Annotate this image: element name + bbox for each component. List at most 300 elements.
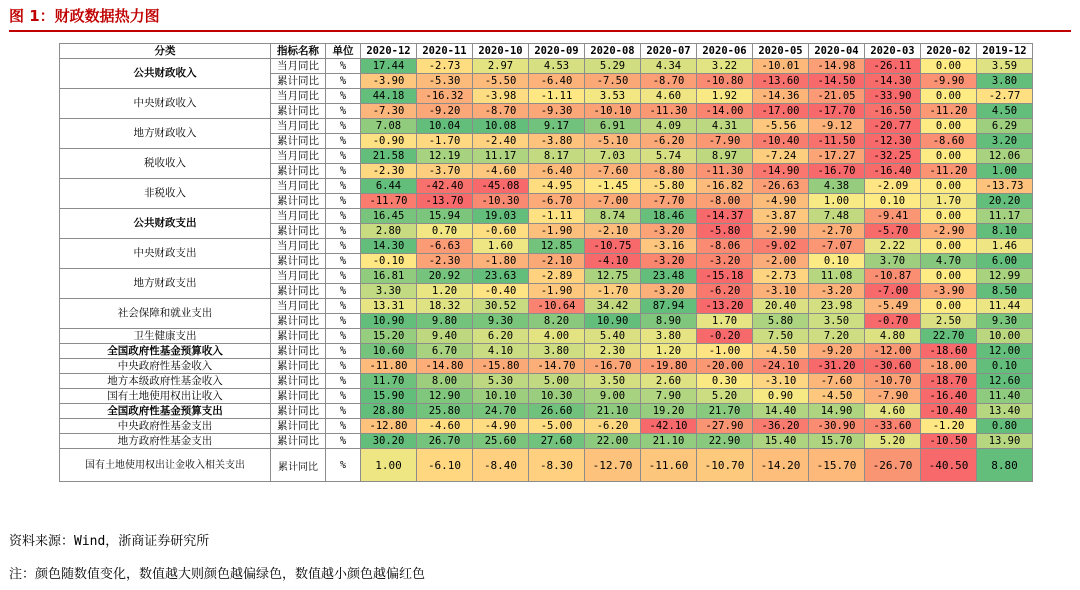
heat-cell: 13.90 [977,434,1033,449]
heat-cell: 7.03 [585,149,641,164]
indicator-cell: 累计同比 [271,329,326,344]
heat-cell: 15.94 [417,209,473,224]
indicator-cell: 累计同比 [271,419,326,434]
heat-cell: -9.41 [865,209,921,224]
heat-cell: 16.45 [361,209,417,224]
heat-cell: -8.70 [641,74,697,89]
category-cell: 公共财政支出 [60,209,271,239]
heat-cell: -12.80 [361,419,417,434]
heat-cell: -8.80 [641,164,697,179]
heat-cell: 7.50 [753,329,809,344]
heat-cell: -5.56 [753,119,809,134]
heat-cell: 0.00 [921,209,977,224]
unit-cell: % [326,269,361,284]
heat-cell: 1.20 [641,344,697,359]
heat-cell: 1.92 [697,89,753,104]
indicator-cell: 累计同比 [271,374,326,389]
table-row [60,374,1033,389]
heat-cell: -7.60 [585,164,641,179]
heat-cell: -5.30 [417,74,473,89]
heat-cell: -13.60 [753,74,809,89]
indicator-cell: 累计同比 [271,104,326,119]
heat-cell: 14.30 [361,239,417,254]
table-row [60,119,1033,134]
heat-cell: -33.60 [865,419,921,434]
heat-cell: 10.90 [361,314,417,329]
heat-cell: -7.07 [809,239,865,254]
indicator-cell: 当月同比 [271,209,326,224]
heat-cell: -0.90 [361,134,417,149]
category-cell: 税收收入 [60,149,271,179]
heat-cell: -10.70 [697,449,753,482]
heat-cell: 1.60 [473,239,529,254]
header-period: 2020-05 [753,44,809,59]
category-cell: 中央财政收入 [60,89,271,119]
heat-cell: 0.90 [753,389,809,404]
heat-cell: -14.50 [809,74,865,89]
heat-cell: -33.90 [865,89,921,104]
heat-cell: -4.90 [473,419,529,434]
header-unit: 单位 [326,44,361,59]
heat-cell: -4.60 [473,164,529,179]
indicator-cell: 当月同比 [271,239,326,254]
heat-cell: -1.70 [417,134,473,149]
heat-cell: 34.42 [585,299,641,314]
heat-cell: 5.80 [753,314,809,329]
heat-cell: -3.20 [641,284,697,299]
heat-cell: 1.46 [977,239,1033,254]
unit-cell: % [326,389,361,404]
heat-cell: 1.00 [361,449,417,482]
heat-cell: 3.80 [641,329,697,344]
heat-cell: -36.20 [753,419,809,434]
heat-cell: -7.90 [865,389,921,404]
heat-cell: -11.70 [361,194,417,209]
unit-cell: % [326,344,361,359]
heat-cell: 8.00 [417,374,473,389]
heat-cell: -14.00 [697,104,753,119]
unit-cell: % [326,149,361,164]
heat-cell: -10.40 [921,404,977,419]
heat-cell: 10.04 [417,119,473,134]
heat-cell: -4.50 [753,344,809,359]
heat-cell: 6.44 [361,179,417,194]
heat-cell: 4.10 [473,344,529,359]
heat-cell: 11.08 [809,269,865,284]
heat-cell: -11.20 [921,164,977,179]
header-category: 分类 [60,44,271,59]
header-period: 2019-12 [977,44,1033,59]
heat-cell: -3.98 [473,89,529,104]
heat-cell: 1.70 [921,194,977,209]
heat-cell: -4.10 [585,254,641,269]
heat-cell: -7.00 [865,284,921,299]
header-period: 2020-12 [361,44,417,59]
header-period: 2020-02 [921,44,977,59]
heat-cell: -32.25 [865,149,921,164]
heat-cell: -1.70 [585,284,641,299]
heat-cell: 0.80 [977,419,1033,434]
header-period: 2020-03 [865,44,921,59]
heat-cell: 87.94 [641,299,697,314]
indicator-cell: 当月同比 [271,269,326,284]
heat-cell: -3.80 [529,134,585,149]
heat-cell: -6.20 [697,284,753,299]
heat-cell: 20.40 [753,299,809,314]
heat-cell: 18.46 [641,209,697,224]
heat-cell: -2.10 [585,224,641,239]
heat-cell: -7.00 [585,194,641,209]
unit-cell: % [326,284,361,299]
indicator-cell: 累计同比 [271,434,326,449]
header-period: 2020-04 [809,44,865,59]
heat-cell: -5.80 [641,179,697,194]
heat-cell: 6.00 [977,254,1033,269]
heat-cell: -2.00 [753,254,809,269]
heat-cell: 0.10 [809,254,865,269]
heat-cell: 21.58 [361,149,417,164]
heat-cell: -26.70 [865,449,921,482]
heat-cell: 11.70 [361,374,417,389]
heat-cell: 5.30 [473,374,529,389]
heat-cell: 28.80 [361,404,417,419]
heat-cell: -15.18 [697,269,753,284]
heat-cell: -14.98 [809,59,865,74]
heat-cell: 7.08 [361,119,417,134]
unit-cell: % [326,449,361,482]
heat-cell: -6.20 [585,419,641,434]
category-cell: 非税收入 [60,179,271,209]
heat-cell: 4.60 [865,404,921,419]
unit-cell: % [326,239,361,254]
heat-cell: 4.53 [529,59,585,74]
heat-cell: 0.70 [417,224,473,239]
heat-cell: 12.90 [417,389,473,404]
heat-cell: -10.50 [921,434,977,449]
heat-cell: 13.31 [361,299,417,314]
unit-cell: % [326,434,361,449]
title-divider [9,30,1071,32]
heat-cell: 3.53 [585,89,641,104]
table-row [60,329,1033,344]
heat-cell: -1.00 [697,344,753,359]
heat-cell: 4.38 [809,179,865,194]
heat-cell: 6.29 [977,119,1033,134]
heat-cell: -9.30 [529,104,585,119]
heat-cell: 27.60 [529,434,585,449]
heat-cell: 12.06 [977,149,1033,164]
heat-cell: -40.50 [921,449,977,482]
heat-cell: 3.70 [865,254,921,269]
heat-cell: -2.70 [809,224,865,239]
category-cell: 公共财政收入 [60,59,271,89]
heat-cell: -31.20 [809,359,865,374]
category-cell: 全国政府性基金预算支出 [60,404,271,419]
category-cell: 中央政府性基金收入 [60,359,271,374]
heat-cell: -3.90 [361,74,417,89]
heat-cell: -13.70 [417,194,473,209]
unit-cell: % [326,419,361,434]
heat-cell: -10.30 [473,194,529,209]
unit-cell: % [326,179,361,194]
heat-cell: -10.80 [697,74,753,89]
header-indicator: 指标名称 [271,44,326,59]
header-period: 2020-11 [417,44,473,59]
heat-cell: 11.44 [977,299,1033,314]
heat-cell: 8.10 [977,224,1033,239]
heat-cell: -5.49 [865,299,921,314]
heat-cell: -14.20 [753,449,809,482]
heat-cell: 8.50 [977,284,1033,299]
heat-cell: -9.02 [753,239,809,254]
heat-cell: -9.90 [921,74,977,89]
heat-cell: 30.20 [361,434,417,449]
heat-cell: -3.16 [641,239,697,254]
unit-cell: % [326,374,361,389]
heat-cell: 0.00 [921,179,977,194]
indicator-cell: 累计同比 [271,344,326,359]
heat-cell: 15.20 [361,329,417,344]
heat-cell: -8.70 [473,104,529,119]
heat-cell: -16.70 [585,359,641,374]
heat-cell: 15.90 [361,389,417,404]
category-cell: 地方政府性基金支出 [60,434,271,449]
heat-cell: -1.80 [473,254,529,269]
indicator-cell: 当月同比 [271,89,326,104]
table-row [60,179,1033,194]
heat-cell: 14.90 [809,404,865,419]
heat-cell: 21.70 [697,404,753,419]
heat-cell: 25.60 [473,434,529,449]
heat-cell: 2.50 [921,314,977,329]
heat-cell: 0.00 [921,299,977,314]
heat-cell: -14.37 [697,209,753,224]
heat-cell: -17.70 [809,104,865,119]
heat-cell: 21.10 [641,434,697,449]
indicator-cell: 当月同比 [271,299,326,314]
heat-cell: -6.40 [529,164,585,179]
figure-title: 图 1：财政数据热力图 [9,7,160,25]
heat-cell: -10.70 [865,374,921,389]
unit-cell: % [326,74,361,89]
heat-cell: -5.00 [529,419,585,434]
heat-cell: -42.40 [417,179,473,194]
heat-cell: 26.70 [417,434,473,449]
heat-cell: -4.90 [753,194,809,209]
heat-cell: 6.70 [417,344,473,359]
heat-cell: 3.80 [529,344,585,359]
heat-cell: -3.20 [641,254,697,269]
heat-cell: 44.18 [361,89,417,104]
indicator-cell: 累计同比 [271,194,326,209]
heat-cell: 12.00 [977,344,1033,359]
category-cell: 中央政府性基金支出 [60,419,271,434]
category-cell: 全国政府性基金预算收入 [60,344,271,359]
heat-cell: 3.20 [977,134,1033,149]
heat-cell: 7.48 [809,209,865,224]
category-cell: 地方本级政府性基金收入 [60,374,271,389]
table-row [60,299,1033,314]
heat-cell: 20.20 [977,194,1033,209]
heat-cell: 11.40 [977,389,1033,404]
heat-cell: -6.70 [529,194,585,209]
heat-cell: -8.40 [473,449,529,482]
heat-cell: -2.73 [753,269,809,284]
heat-cell: -2.89 [529,269,585,284]
heat-cell: 1.00 [809,194,865,209]
heat-cell: 16.81 [361,269,417,284]
heat-cell: -7.70 [641,194,697,209]
heat-cell: 0.00 [921,149,977,164]
heat-cell: 3.59 [977,59,1033,74]
heat-cell: -15.80 [473,359,529,374]
heat-cell: -5.70 [865,224,921,239]
heat-cell: -6.10 [417,449,473,482]
heat-cell: -45.08 [473,179,529,194]
heat-cell: 12.19 [417,149,473,164]
header-period: 2020-09 [529,44,585,59]
header-period: 2020-08 [585,44,641,59]
heat-cell: 15.40 [753,434,809,449]
heat-cell: -10.87 [865,269,921,284]
heat-cell: -7.50 [585,74,641,89]
heat-cell: 3.50 [585,374,641,389]
heat-cell: 4.60 [641,89,697,104]
heat-cell: -5.50 [473,74,529,89]
heat-cell: -11.80 [361,359,417,374]
unit-cell: % [326,404,361,419]
heat-cell: 2.60 [641,374,697,389]
heat-cell: -10.64 [529,299,585,314]
heat-cell: -5.80 [697,224,753,239]
heat-cell: 10.10 [473,389,529,404]
heat-cell: -1.45 [585,179,641,194]
heat-cell: -17.27 [809,149,865,164]
heat-cell: 9.40 [417,329,473,344]
heat-cell: -42.10 [641,419,697,434]
heat-cell: -1.11 [529,209,585,224]
heat-cell: 4.09 [641,119,697,134]
heat-cell: -1.90 [529,284,585,299]
heat-cell: 30.52 [473,299,529,314]
heat-cell: -3.20 [641,224,697,239]
heat-cell: 25.80 [417,404,473,419]
heat-cell: -19.80 [641,359,697,374]
heat-cell: -10.40 [753,134,809,149]
heat-cell: -2.77 [977,89,1033,104]
heat-cell: 9.17 [529,119,585,134]
heat-cell: 24.70 [473,404,529,419]
indicator-cell: 当月同比 [271,179,326,194]
unit-cell: % [326,164,361,179]
heat-cell: 10.60 [361,344,417,359]
heat-cell: 11.17 [977,209,1033,224]
heat-cell: 22.70 [921,329,977,344]
heat-cell: 12.85 [529,239,585,254]
heat-cell: 5.20 [697,389,753,404]
unit-cell: % [326,134,361,149]
indicator-cell: 当月同比 [271,119,326,134]
heat-cell: -2.30 [417,254,473,269]
indicator-cell: 累计同比 [271,359,326,374]
heat-cell: 8.74 [585,209,641,224]
heat-cell: 8.90 [641,314,697,329]
unit-cell: % [326,209,361,224]
fiscal-heatmap-table [59,43,1033,482]
heat-cell: 13.40 [977,404,1033,419]
category-cell: 国有土地使用权出让收入 [60,389,271,404]
heat-cell: 2.30 [585,344,641,359]
heat-cell: 4.34 [641,59,697,74]
heat-cell: 15.70 [809,434,865,449]
heat-cell: -6.40 [529,74,585,89]
heat-cell: -2.09 [865,179,921,194]
heat-cell: 9.30 [977,314,1033,329]
heat-cell: 4.70 [921,254,977,269]
unit-cell: % [326,89,361,104]
table-row [60,344,1033,359]
heat-cell: 7.20 [809,329,865,344]
header-period: 2020-07 [641,44,697,59]
heat-cell: -0.20 [697,329,753,344]
heat-cell: -16.50 [865,104,921,119]
heat-cell: 23.63 [473,269,529,284]
heat-cell: -21.05 [809,89,865,104]
heat-cell: -26.11 [865,59,921,74]
heat-cell: -30.90 [809,419,865,434]
heat-cell: -26.63 [753,179,809,194]
heat-cell: -7.24 [753,149,809,164]
heat-cell: 3.30 [361,284,417,299]
heat-cell: -0.70 [865,314,921,329]
heat-cell: -8.00 [697,194,753,209]
heat-cell: 22.90 [697,434,753,449]
heat-cell: -3.10 [753,374,809,389]
heat-cell: 5.74 [641,149,697,164]
heat-cell: -9.20 [809,344,865,359]
indicator-cell: 累计同比 [271,449,326,482]
table-row [60,209,1033,224]
category-cell: 社会保障和就业支出 [60,299,271,329]
heat-cell: 14.40 [753,404,809,419]
heat-cell: -0.40 [473,284,529,299]
heat-cell: 22.00 [585,434,641,449]
header-period: 2020-10 [473,44,529,59]
heat-cell: 0.30 [697,374,753,389]
heat-cell: -3.20 [697,254,753,269]
table-row [60,434,1033,449]
heat-cell: -2.10 [529,254,585,269]
unit-cell: % [326,254,361,269]
heat-cell: 5.29 [585,59,641,74]
heat-cell: -2.40 [473,134,529,149]
heat-cell: -27.90 [697,419,753,434]
heat-cell: -4.95 [529,179,585,194]
heat-cell: -24.10 [753,359,809,374]
heat-cell: -0.60 [473,224,529,239]
heat-cell: 23.98 [809,299,865,314]
heat-cell: 20.92 [417,269,473,284]
heat-cell: -9.20 [417,104,473,119]
heat-cell: -10.75 [585,239,641,254]
heat-cell: -3.10 [753,284,809,299]
heat-cell: 6.20 [473,329,529,344]
heat-cell: -20.00 [697,359,753,374]
indicator-cell: 当月同比 [271,149,326,164]
heat-cell: -20.77 [865,119,921,134]
heat-cell: -3.90 [921,284,977,299]
table-row [60,389,1033,404]
